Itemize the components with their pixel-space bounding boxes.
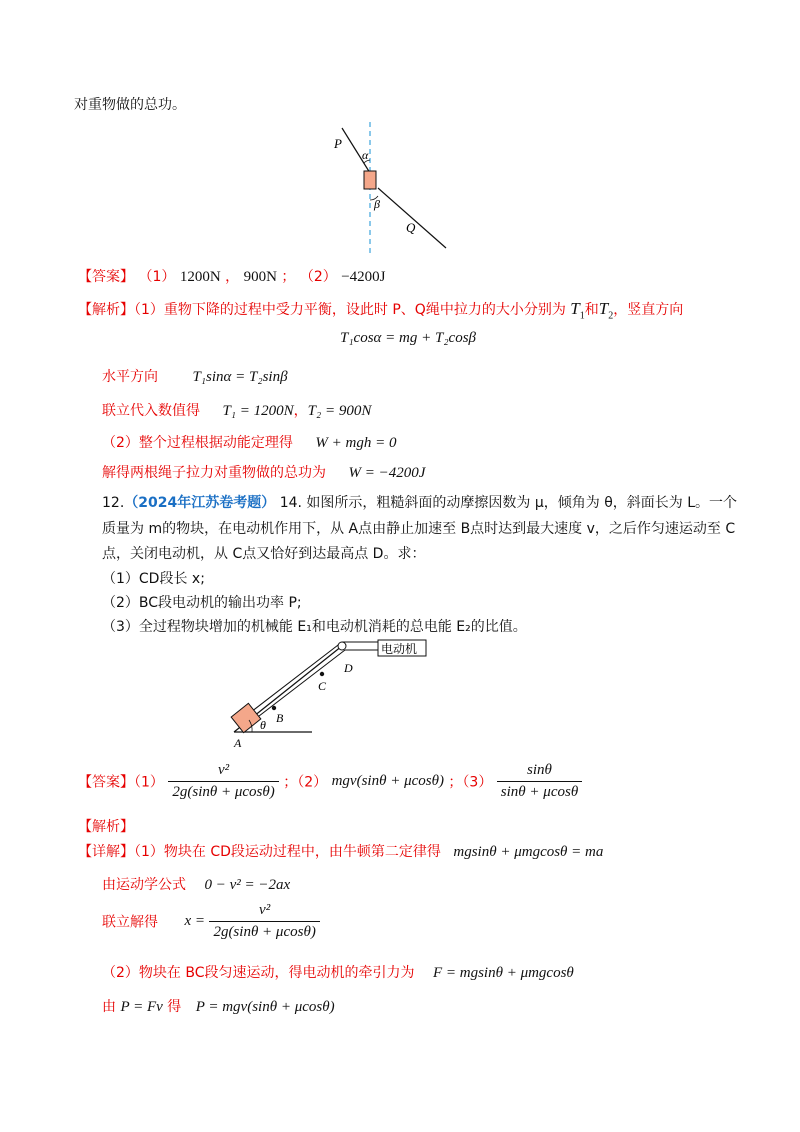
work-label: 解得两根绳子拉力对重物做的总功为 bbox=[102, 465, 326, 481]
problem12-number: 12. bbox=[102, 495, 125, 511]
answer1-val2: 900N bbox=[243, 269, 277, 285]
answer2-fraction1 bbox=[168, 762, 278, 801]
detail-line: （1）物块在 CD段运动过程中，由牛顿第二定律得 bbox=[134, 844, 441, 860]
power-formula: P = Fv bbox=[120, 999, 163, 1015]
answer2-a1-den: 2g(sinθ + μcosθ) bbox=[168, 781, 278, 801]
part2-force-label: （2）物块在 BC段匀速运动，得电动机的牵引力为 bbox=[102, 965, 415, 981]
label-c: C bbox=[318, 679, 327, 693]
label-d: D bbox=[344, 661, 353, 675]
eq-horizontal-balance: T₁sinα = T₂sinβ bbox=[192, 369, 288, 385]
answer2-a2: mgv(sinθ + μcosθ) bbox=[331, 773, 444, 789]
eq-x-lhs: x = bbox=[184, 913, 205, 929]
answer2-line bbox=[78, 762, 582, 801]
analysis1-horizontal bbox=[102, 366, 288, 386]
answer2-p1: （1） bbox=[134, 774, 164, 791]
analysis2-tag: 【解析】 bbox=[78, 819, 134, 835]
symbol-t1: T bbox=[570, 299, 580, 318]
answer2-a3-num: sinθ bbox=[527, 762, 552, 778]
answer2-sep1: ； bbox=[283, 774, 298, 791]
question-2: （2）BC段电动机的输出功率 P; bbox=[102, 595, 302, 611]
eq-work: W = −4200J bbox=[348, 465, 426, 481]
substitute-label: 联立代入数值得 bbox=[102, 403, 200, 419]
label-q: Q bbox=[406, 220, 416, 235]
eq-force: F = mgsinθ + μmgcosθ bbox=[432, 965, 574, 981]
analysis1-tag: 【解析】 bbox=[78, 302, 134, 318]
analysis1-part2 bbox=[102, 432, 396, 452]
rope-q bbox=[378, 188, 446, 248]
power-label-a: 由 bbox=[102, 999, 116, 1015]
problem12-line1 bbox=[102, 492, 737, 512]
symbol-t2: T bbox=[598, 299, 609, 318]
motor-label: 电动机 bbox=[381, 642, 418, 656]
problem12-text-line1: 14. 如图所示，粗糙斜面的动摩擦因数为 μ，倾角为 θ，斜面长为 L。一个 bbox=[279, 495, 738, 511]
point-b bbox=[272, 706, 276, 710]
analysis2-part2 bbox=[102, 962, 574, 982]
analysis2-power bbox=[102, 996, 335, 1016]
solve-label: 联立解得 bbox=[102, 914, 158, 931]
analysis1-and: 和 bbox=[584, 302, 599, 318]
eq-x-den: 2g(sinθ + μcosθ) bbox=[209, 921, 319, 941]
analysis1-line1: 【解析】（1）重物下降的过程中受力平衡，设此时 P、Q绳中拉力的大小分别为 $T_1$和$T_2$，竖直方向 bbox=[78, 299, 684, 322]
problem12-line3: 点，关闭电动机，从 C点又恰好到达最高点 D。求： bbox=[102, 546, 426, 562]
analysis2-kinematics bbox=[102, 874, 290, 894]
label-a: A bbox=[234, 736, 242, 750]
analysis1-work bbox=[102, 462, 425, 482]
eq-x-num: v² bbox=[259, 902, 271, 918]
answer1-semi: ； bbox=[281, 269, 296, 285]
answer1-val1: 1200N bbox=[179, 269, 221, 285]
answer2-fraction3 bbox=[497, 762, 582, 801]
eq-newton: mgsinθ + μmgcosθ = ma bbox=[453, 844, 604, 860]
eq-vertical-balance: T₁cosα = mg + T₂cosβ bbox=[340, 330, 477, 346]
question-1: （1）CD段长 x; bbox=[102, 571, 205, 587]
detail-tag: 【详解】 bbox=[78, 844, 134, 860]
answer2-tag: 【答案】 bbox=[78, 774, 134, 791]
analysis1-substitute bbox=[102, 400, 371, 420]
eq-x-fraction bbox=[209, 902, 319, 941]
answer1-line bbox=[78, 266, 386, 286]
answer1-part1-num: （1） bbox=[138, 269, 176, 285]
analysis2-detail bbox=[78, 841, 603, 861]
answer1-tag: 【答案】 bbox=[78, 269, 134, 285]
answer2-p2: （2） bbox=[297, 774, 328, 791]
label-theta: θ bbox=[260, 718, 266, 732]
pulley bbox=[338, 642, 346, 650]
problem12-source: （2024年江苏卷考题） bbox=[124, 495, 276, 511]
kinematics-label: 由运动学公式 bbox=[102, 877, 186, 893]
answer1-part2-num: （2） bbox=[299, 269, 337, 285]
intro-text: 对重物做的总功。 bbox=[74, 97, 186, 113]
label-p: P bbox=[334, 136, 342, 151]
eq-result-sep: ， bbox=[293, 403, 308, 419]
rope-upper bbox=[246, 650, 345, 726]
answer2-p3: （3） bbox=[462, 774, 493, 791]
horizontal-label: 水平方向 bbox=[102, 369, 158, 385]
answer1-val3: −4200J bbox=[341, 269, 386, 285]
weight-block bbox=[364, 171, 376, 189]
label-alpha: α bbox=[362, 148, 369, 162]
analysis1-line1-end: ，竖直方向 bbox=[613, 302, 684, 318]
label-beta: β bbox=[374, 197, 380, 211]
analysis2-solve bbox=[102, 902, 320, 941]
eq-energy: W + mgh = 0 bbox=[315, 435, 397, 451]
eq-result-t1: T₁ = 1200N bbox=[222, 403, 294, 419]
answer2-sep2: ； bbox=[448, 774, 463, 791]
figure-incline-motor bbox=[222, 632, 432, 750]
figure-rope-diagram bbox=[320, 118, 460, 258]
eq-power: P = mgv(sinθ + μcosθ) bbox=[195, 999, 335, 1015]
answer2-a3-den: sinθ + μcosθ bbox=[497, 781, 582, 801]
problem12-line2: 质量为 m的物块，在电动机作用下，从 A点由静止加速至 B点时达到最大速度 v，之后作匀速运动至 C bbox=[102, 521, 736, 537]
analysis1-line1-text: （1）重物下降的过程中受力平衡，设此时 P、Q绳中拉力的大小分别为 bbox=[134, 302, 566, 318]
label-b: B bbox=[276, 711, 284, 725]
question-3: （3）全过程物块增加的机械能 E₁和电动机消耗的总电能 E₂的比值。 bbox=[102, 619, 527, 635]
power-label-b: 得 bbox=[167, 999, 182, 1015]
answer2-a1-num: v² bbox=[217, 762, 230, 778]
part2-label: （2）整个过程根据动能定理得 bbox=[102, 435, 293, 451]
answer1-sep: ， bbox=[225, 269, 240, 285]
eq-kinematics: 0 − v² = −2ax bbox=[204, 877, 291, 893]
eq-result-t2: T₂ = 900N bbox=[307, 403, 372, 419]
point-c bbox=[320, 672, 324, 676]
